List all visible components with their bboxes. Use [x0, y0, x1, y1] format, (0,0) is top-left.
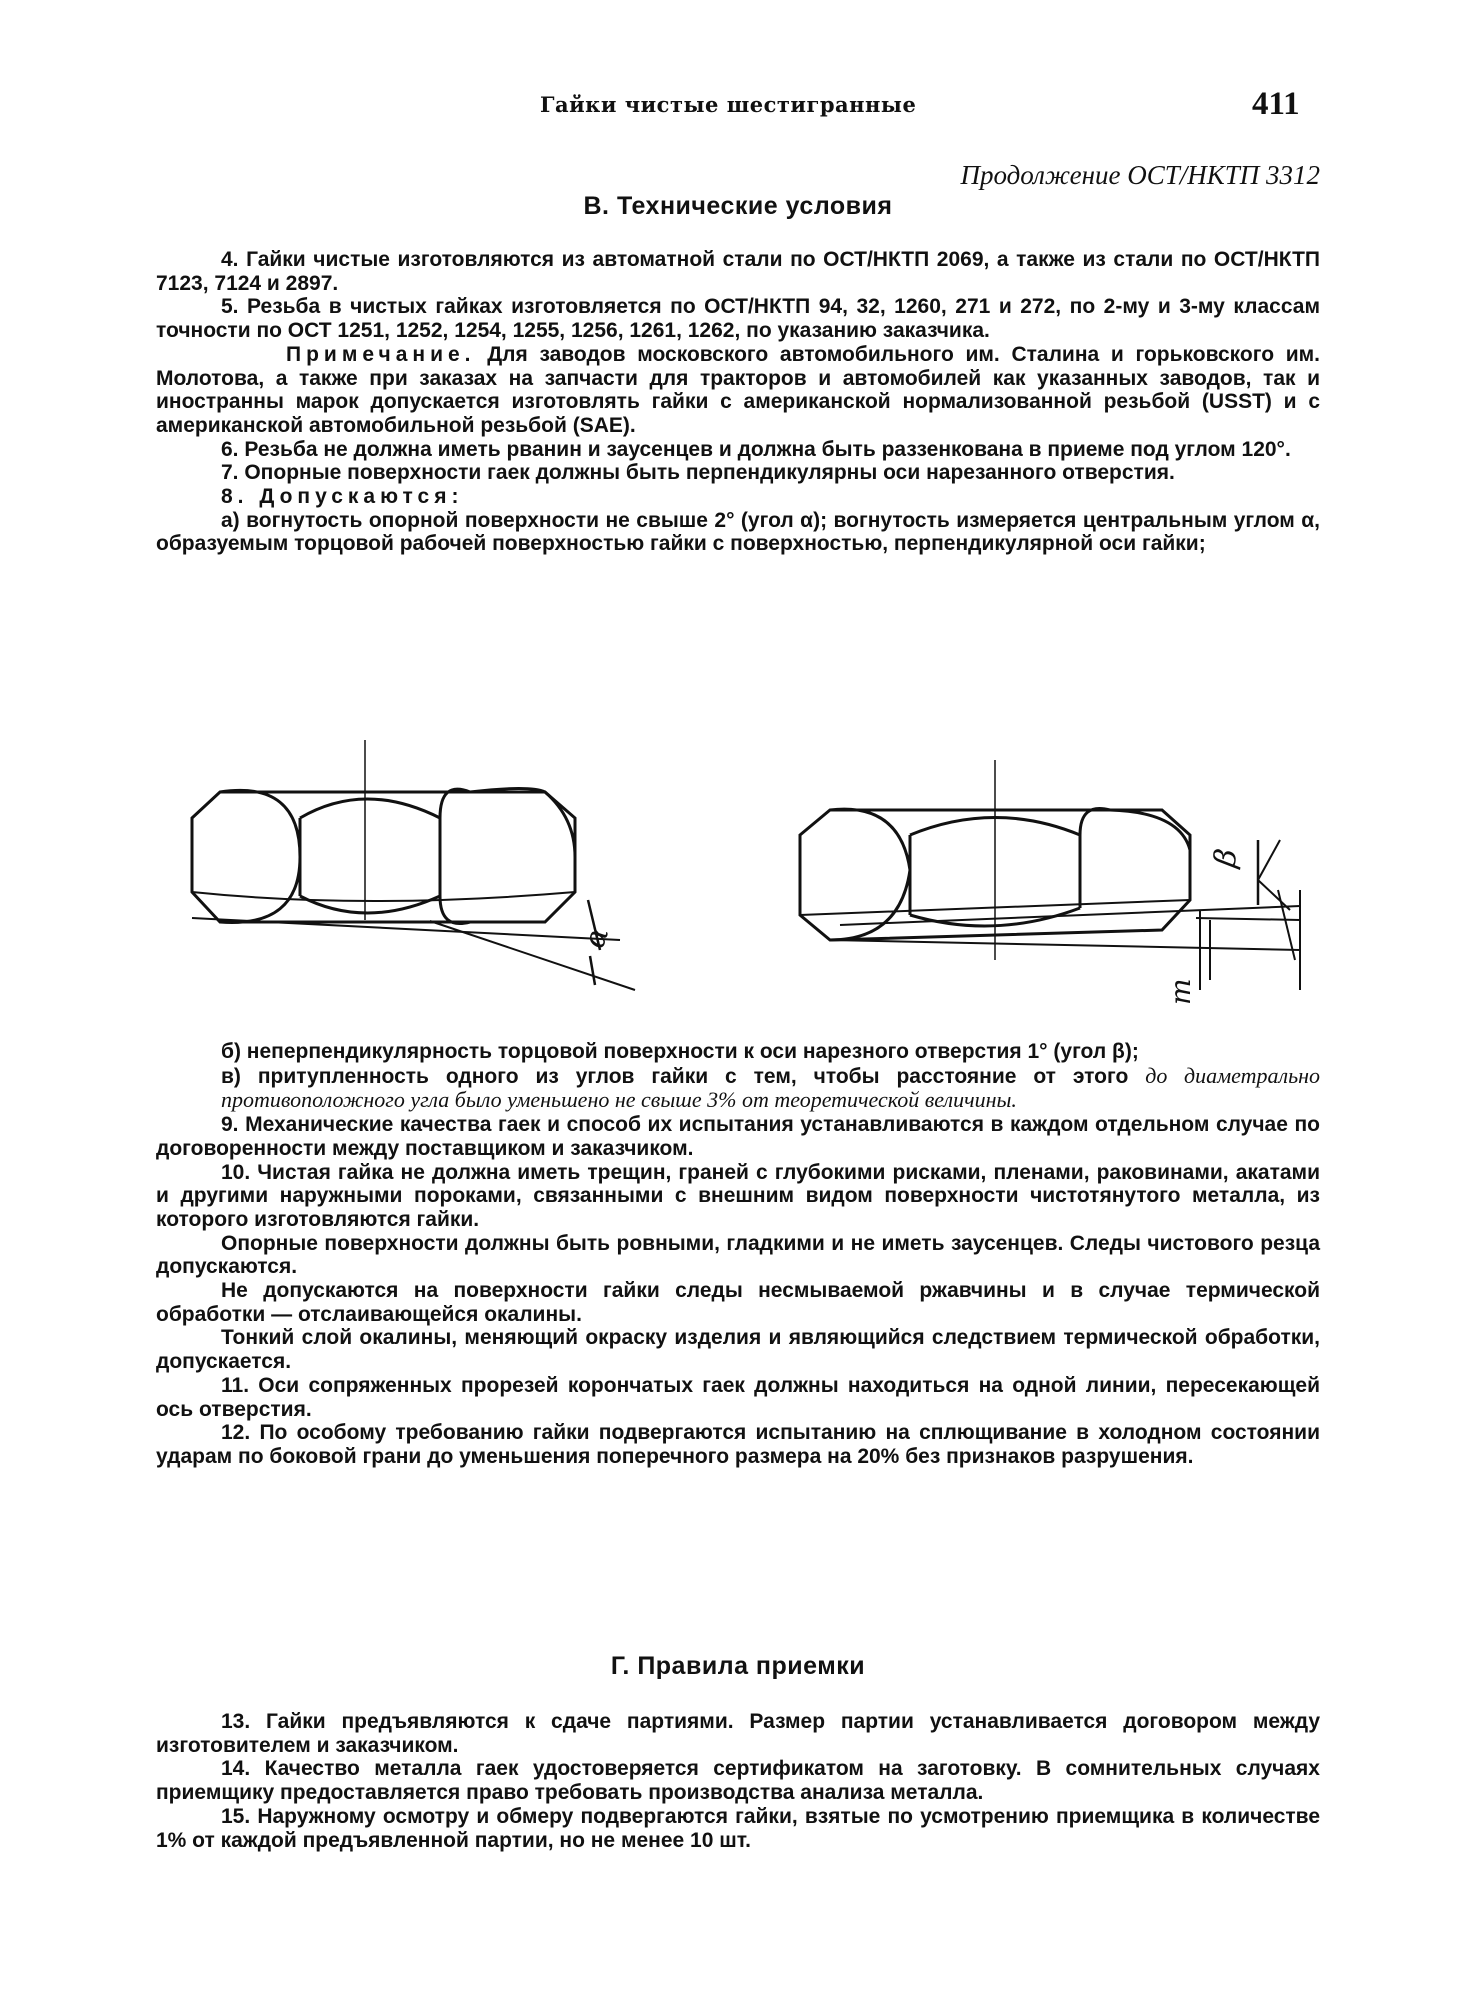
nut-perpendicularity-drawing	[780, 740, 1340, 1025]
section-v-title: В. Технические условия	[583, 192, 893, 220]
paragraph-14: 14. Качество металла гаек удостоверяется сертификатом на заготовку. В сомнительных случаях приемщику предоставляется право требовать производства анализа металла.	[156, 1757, 1320, 1805]
section-g-title: Г. Правила приемки	[610, 1652, 866, 1680]
paragraph-5: 5. Резьба в чистых гайках изготовляется по ОСТ/НКТП 94, 32, 1260, 271 и 272, по 2-му и 3-му классам точности по ОСТ 1251, 1252, 1254, 1255, 1256, 1261, 1262, по указанию заказчика.	[156, 295, 1320, 343]
paragraph-8a: а) вогнутость опорной поверхности не свыше 2° (угол α); вогнутость измеряется центральным углом α, образуемым торцовой рабочей поверхностью гайки с поверхностью, перпендикулярной оси гайки;	[156, 508, 1320, 556]
paragraph-6: 6. Резьба не должна иметь рванин и заусенцев и должна быть раззенкована в приеме под углом 120°.	[221, 437, 1291, 461]
paragraph-8b: б) неперпендикулярность торцовой поверхности к оси нарезного отверстия 1° (угол β);	[221, 1040, 1139, 1063]
note-label: Примечание.	[286, 342, 476, 366]
paragraph-10c: Не допускаются на поверхности гайки следы несмываемой ржавчины и в случае термической обработки — отслаивающейся окалины.	[156, 1279, 1320, 1326]
section-v-text	[156, 248, 1320, 556]
running-header	[0, 86, 1476, 132]
label-alpha: α	[576, 921, 617, 953]
nut-figures	[0, 740, 1476, 1025]
paragraph-10b: Опорные поверхности должны быть ровными, гладкими и не иметь заусенцев. Следы чистового резца допускаются.	[156, 1231, 1320, 1279]
running-title: Гайки чистые шестигранные	[540, 92, 917, 117]
paragraph-4: 4. Гайки чистые изготовляются из автоматной стали по ОСТ/НКТП 2069, а также из стали по ОСТ/НКТП 7123, 7124 и 2897.	[156, 248, 1320, 295]
section-g-text	[156, 1710, 1320, 1852]
paragraph-8v-start: в) притупленность одного из углов гайки с тем, чтобы расстояние от этого	[221, 1064, 1146, 1088]
paragraph-7: 7. Опорные поверхности гаек должны быть перпендикулярны оси нарезанного отверстия.	[221, 461, 1175, 485]
page-number: 411	[1252, 86, 1300, 122]
paragraph-11: 11. Оси сопряженных прорезей корончатых гаек должны находиться на одной линии, пересекающей ось отверстия.	[156, 1373, 1320, 1421]
label-beta: β	[1207, 846, 1245, 870]
paragraph-8-label: 8. Допускаются:	[221, 485, 464, 509]
paragraph-8v-italic: до диаметрально противоположного угла было уменьшено не свыше 3% от теоретической величины.	[221, 1062, 1320, 1113]
paragraph-15: 15. Наружному осмотру и обмеру подвергаются гайки, взятые по усмотрению приемщика в количестве 1% от каждой предъявленной партии, но не менее 10 шт.	[156, 1804, 1320, 1852]
standard-continuation: Продолжение ОСТ/НКТП 3312	[960, 160, 1320, 190]
section-v-continued-text	[156, 1040, 1320, 1469]
paragraph-10: 10. Чистая гайка не должна иметь трещин, граней с глубокими рисками, пленами, раковинами, акатами и другими наружными пороками, связанными с внешним видом поверхности чистотянутого металла, из которого изготовляются гайки.	[156, 1160, 1320, 1231]
nut-outline	[192, 792, 575, 922]
paragraph-13: 13. Гайки предъявляются к сдаче партиями. Размер партии устанавливается договором между изготовителем и заказчиком.	[156, 1710, 1320, 1757]
note-paragraph	[156, 343, 1320, 438]
label-m: m	[1164, 978, 1197, 1005]
paragraph-12: 12. По особому требованию гайки подвергаются испытанию на сплющивание в холодном состоянии ударам по боковой грани до уменьшения поперечного размера на 20% без признаков разрушения.	[156, 1421, 1320, 1468]
paragraph-10d: Тонкий слой окалины, меняющий окраску изделия и являющийся следствием термической обработки, допускается.	[156, 1326, 1320, 1374]
note-text: Для заводов московского автомобильного им. Сталина и горьковского им. Молотова, а также при заказах на запчасти для тракторов и автомобилей как указанных заводов, так и иностранны марок допускается изготовлять гайки с американской нормализованной резьбой (USST) и с американской автомобильной резьбой (SAE).	[156, 342, 1320, 437]
nut-concavity-drawing	[150, 740, 810, 1025]
paragraph-8v	[156, 1064, 1320, 1113]
paragraph-9: 9. Механические качества гаек и способ их испытания устанавливаются в каждом отдельном случае по договоренности между поставщиком и заказчиком.	[156, 1113, 1320, 1160]
